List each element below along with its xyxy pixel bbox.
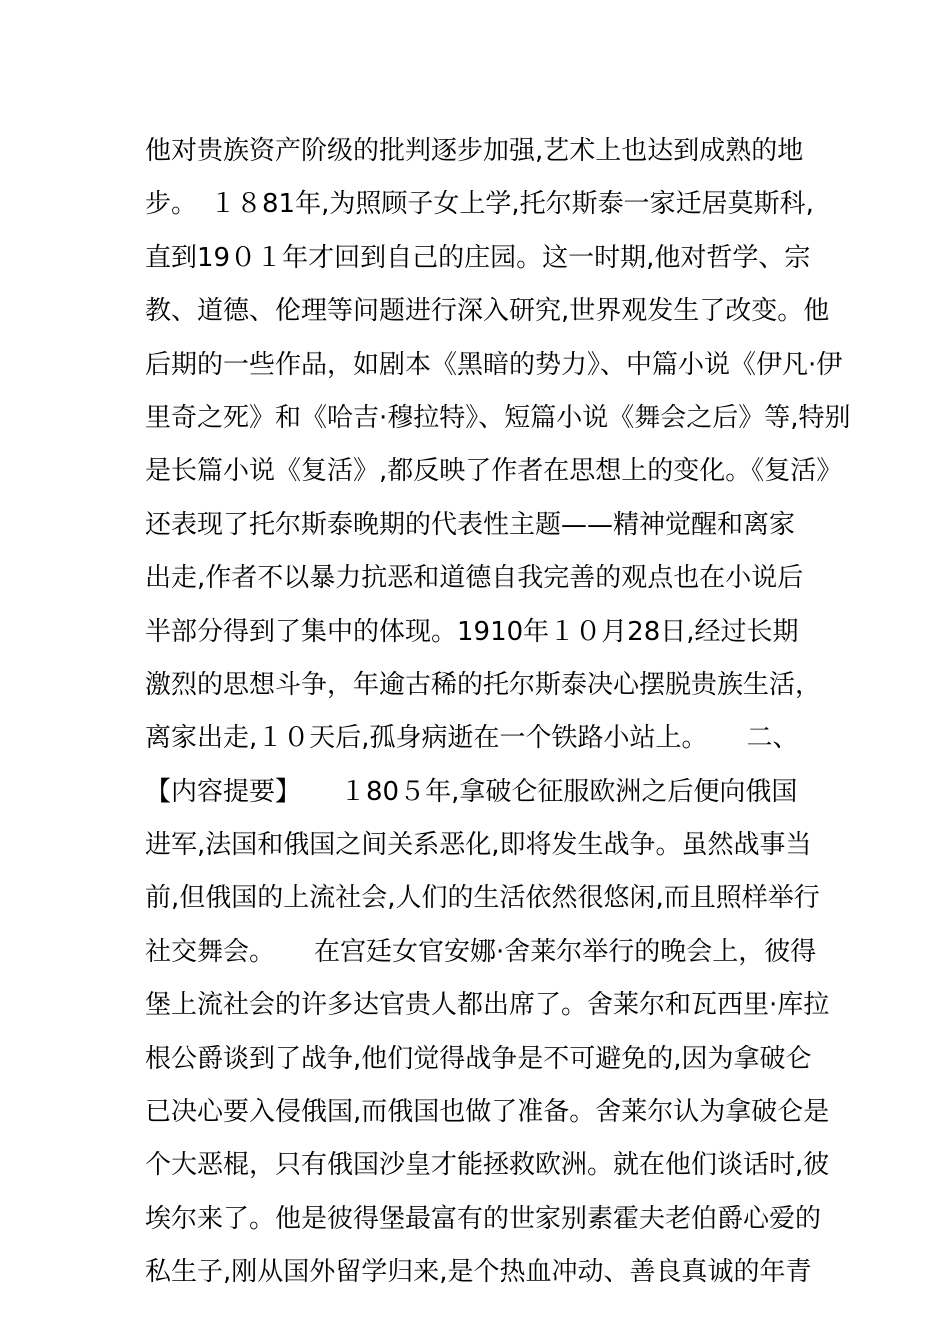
text-line: 步。 １８81年,为照顾子女上学,托尔斯泰一家迁居莫斯科, [145, 189, 814, 220]
text-line: 后期的一些作品，如剧本《黑暗的势力》、中篇小说《伊凡·伊 [145, 349, 843, 380]
text-line: 埃尔来了。他是彼得堡最富有的世家别素霍夫老伯爵心爱的 [145, 1203, 822, 1234]
text-line: 社交舞会。 在宫廷女官安娜·舍莱尔举行的晚会上，彼得 [145, 936, 817, 967]
text-line: 【内容提要】 １80５年,拿破仑征服欧洲之后便向俄国 [145, 776, 798, 807]
text-line: 教、道德、伦理等问题进行深入研究,世界观发生了改变。他 [145, 296, 830, 327]
text-line: 前,但俄国的上流社会,人们的生活依然很悠闲,而且照样举行 [145, 883, 820, 914]
text-line: 他对贵族资产阶级的批判逐步加强,艺术上也达到成熟的地 [145, 136, 804, 166]
text-line: 离家出走,１０天后,孤身病逝在一个铁路小站上。 二、 [145, 723, 799, 754]
text-line: 激烈的思想斗争，年逾古稀的托尔斯泰决心摆脱贵族生活， [145, 669, 822, 700]
text-line: 是长篇小说《复活》,都反映了作者在思想上的变化。《复活》 [145, 456, 843, 487]
text-line: 堡上流社会的许多达官贵人都出席了。舍莱尔和瓦西里·库拉 [145, 990, 830, 1021]
text-line: 出走,作者不以暴力抗恶和道德自我完善的观点也在小说后 [145, 563, 804, 594]
text-line: 进军,法国和俄国之间关系恶化,即将发生战争。虽然战事当 [145, 830, 812, 861]
text-line: 个大恶棍，只有俄国沙皇才能拯救欧洲。就在他们谈话时,彼 [145, 1150, 830, 1181]
text-line: 直到19０１年才回到自己的庄园。这一时期,他对哲学、宗 [145, 242, 811, 273]
text-line: 还表现了托尔斯泰晚期的代表性主题——精神觉醒和离家 [145, 509, 796, 540]
body-text [145, 128, 851, 1303]
text-line: 已决心要入侵俄国,而俄国也做了准备。舍莱尔认为拿破仑是 [145, 1097, 830, 1128]
text-line: 半部分得到了集中的体现。1910年１０月28日,经过长期 [145, 616, 799, 647]
text-line: 里奇之死》和《哈吉·穆拉特》、短篇小说《舞会之后》等,特别 [145, 402, 851, 433]
text-line: 根公爵谈到了战争,他们觉得战争是不可避免的,因为拿破仑 [145, 1043, 812, 1074]
text-line: 私生子,刚从国外留学归来,是个热血冲动、善良真诚的年青 [145, 1257, 812, 1288]
